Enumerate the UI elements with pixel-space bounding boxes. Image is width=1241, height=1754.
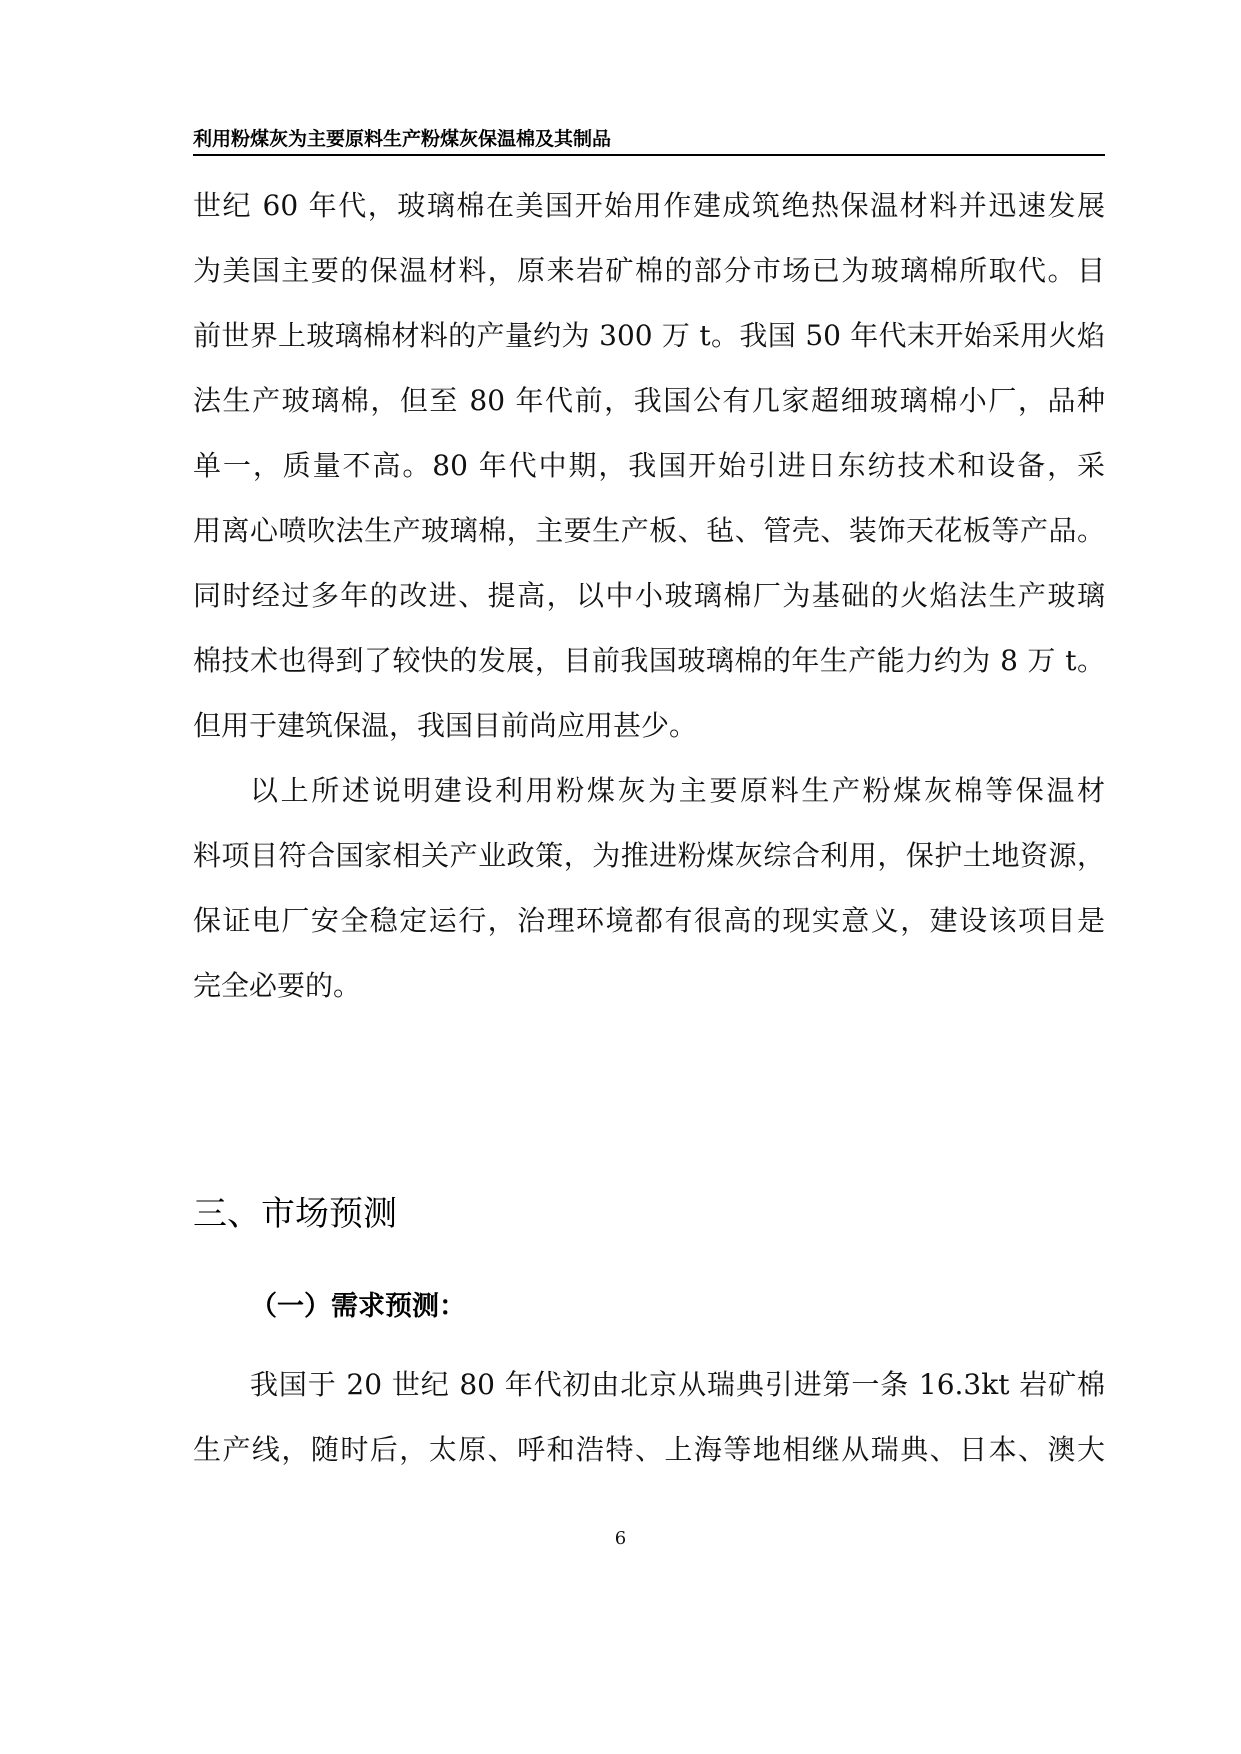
- text-line: 棉技术也得到了较快的发展，目前我国玻璃棉的年生产能力约为 8 万 t。: [193, 644, 1105, 677]
- text-line: 为美国主要的保温材料，原来岩矿棉的部分市场已为玻璃棉所取代。目: [193, 254, 1105, 287]
- text-line: 同时经过多年的改进、提高，以中小玻璃棉厂为基础的火焰法生产玻璃: [193, 579, 1105, 612]
- running-header: [193, 128, 1105, 156]
- text-line: 世纪 60 年代，玻璃棉在美国开始用作建成筑绝热保温材料并迅速发展: [193, 189, 1105, 222]
- text-line: 生产线，随时后，太原、呼和浩特、上海等地相继从瑞典、日本、澳大: [193, 1433, 1105, 1466]
- section-heading: 三、市场预测: [193, 1194, 397, 1234]
- text-line: 保证电厂安全稳定运行，治理环境都有很高的现实意义，建设该项目是: [193, 904, 1105, 937]
- text-line: 前世界上玻璃棉材料的产量约为 300 万 t。我国 50 年代末开始采用火焰: [193, 319, 1105, 352]
- text-line: 以上所述说明建设利用粉煤灰为主要原料生产粉煤灰棉等保温材: [250, 774, 1105, 807]
- running-header-title: 利用粉煤灰为主要原料生产粉煤灰保温棉及其制品: [193, 128, 612, 150]
- text-line: 单一，质量不高。80 年代中期，我国开始引进日东纺技术和设备，采: [193, 449, 1105, 482]
- text-line: 料项目符合国家相关产业政策，为推进粉煤灰综合利用，保护土地资源，: [193, 839, 1105, 872]
- text-line: 法生产玻璃棉，但至 80 年代前，我国公有几家超细玻璃棉小厂，品种: [193, 384, 1105, 417]
- text-line: 我国于 20 世纪 80 年代初由北京从瑞典引进第一条 16.3kt 岩矿棉: [250, 1368, 1105, 1401]
- text-line: 但用于建筑保温，我国目前尚应用甚少。: [193, 709, 698, 742]
- subsection-heading: （一）需求预测：: [250, 1291, 466, 1322]
- text-line: 用离心喷吹法生产玻璃棉，主要生产板、毡、管壳、装饰天花板等产品。: [193, 514, 1105, 547]
- text-line: 完全必要的。: [193, 969, 362, 1002]
- page-number: 6: [614, 1528, 627, 1549]
